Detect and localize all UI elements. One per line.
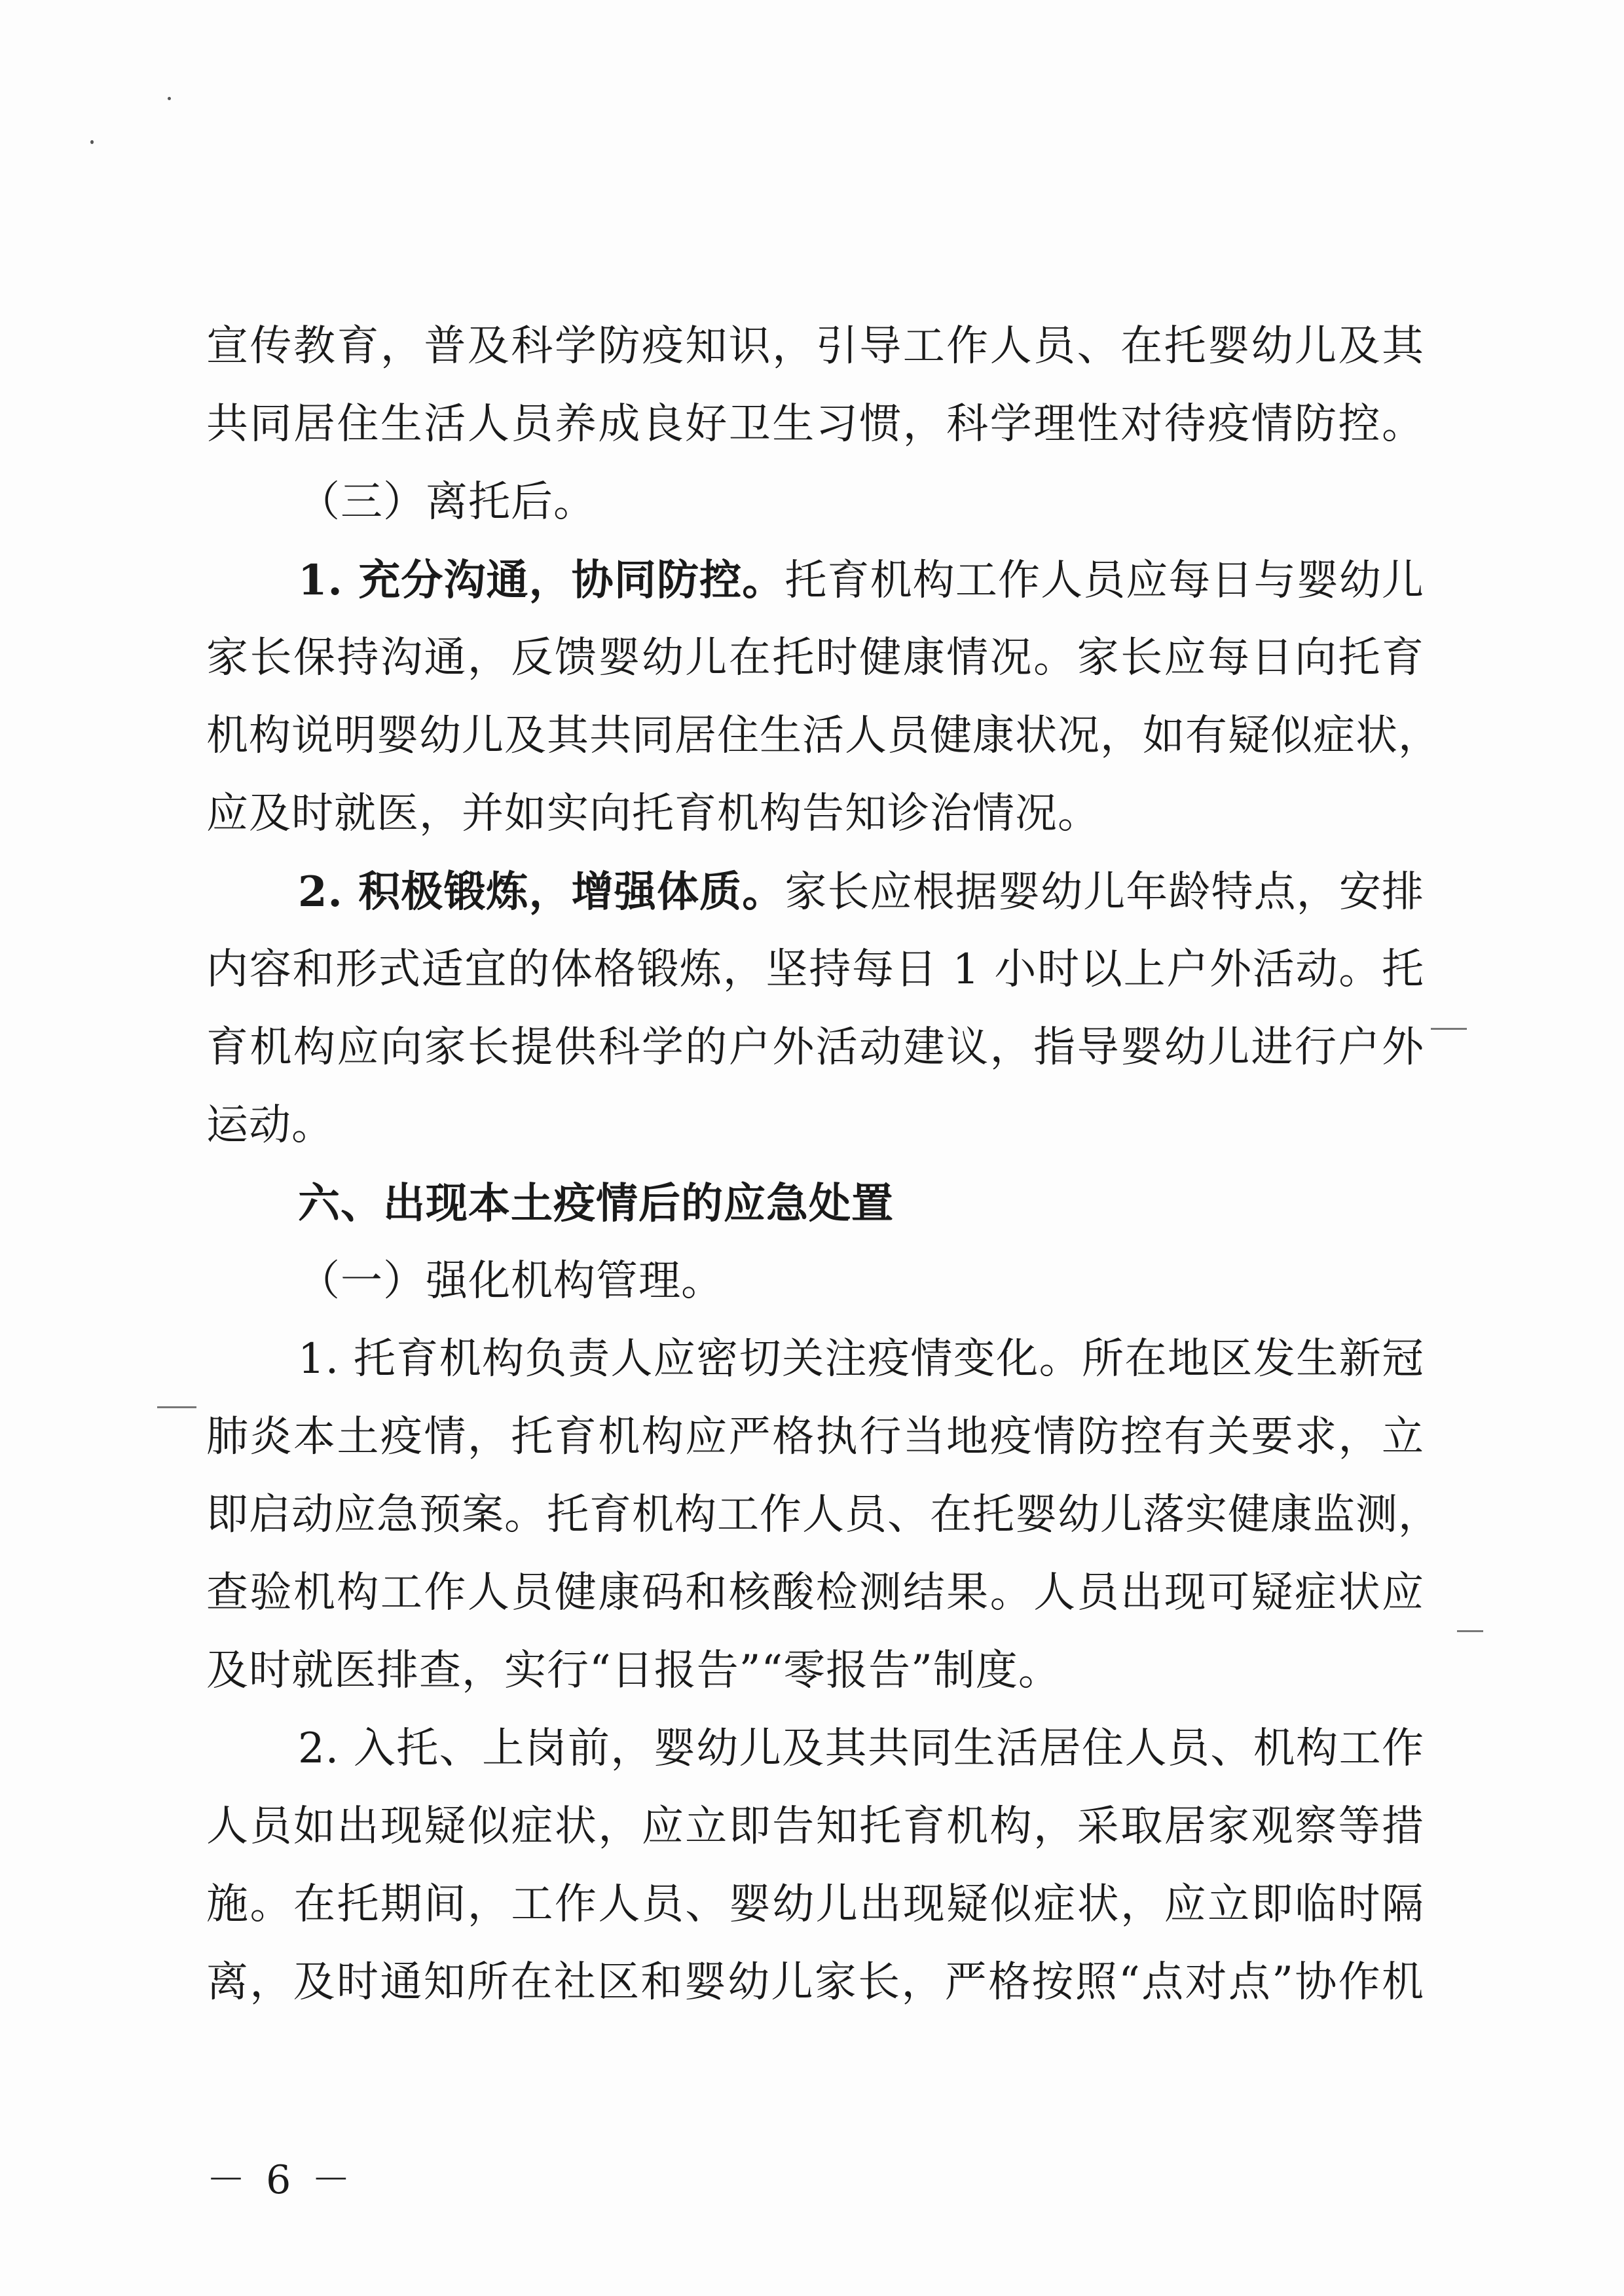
text-line: 查验机构工作人员健康码和核酸检测结果。人员出现可疑症状应 [206,1569,1424,1617]
text-line: 人员如出现疑似症状，应立即告知托育机构，采取居家观察等措 [206,1802,1424,1851]
section-heading: （三）离托后。 [298,478,596,526]
text-line: 应及时就医，并如实向托育机构告知诊治情况。 [206,790,1100,838]
text-line: 共同居住生活人员养成良好卫生习惯，科学理性对待疫情防控。 [206,400,1424,448]
scan-speck [168,97,171,100]
item-text: 家长应根据婴幼儿年龄特点，安排 [784,868,1425,917]
text-line: 肺炎本土疫情，托育机构应严格执行当地疫情防控有关要求，立 [206,1413,1424,1461]
item-heading: 2. 积极锻炼，增强体质。 [298,867,785,917]
section-heading: （一）强化机构管理。 [298,1257,724,1305]
scan-mark [157,1406,196,1408]
text-line: 机构说明婴幼儿及其共同居住生活人员健康状况，如有疑似症状， [206,712,1441,760]
page-number: － 6 － [206,2157,355,2203]
text-line: 家长保持沟通，反馈婴幼儿在托时健康情况。家长应每日向托育 [206,634,1424,682]
scan-mark [1457,1630,1483,1632]
text-line: 育机构应向家长提供科学的户外活动建议，指导婴幼儿进行户外 [206,1023,1424,1072]
text-line: 2. 入托、上岗前，婴幼儿及其共同生活居住人员、机构工作 [298,1724,1424,1773]
item-text: 托育机构工作人员应每日与婴幼儿 [784,556,1425,605]
scan-mark [1431,1028,1467,1030]
text-line [206,853,1424,931]
text-line: 施。在托期间，工作人员、婴幼儿出现疑似症状，应立即临时隔 [206,1880,1424,1929]
text-line: 宣传教育，普及科学防疫知识，引导工作人员、在托婴幼儿及其 [206,322,1424,371]
text-line: 内容和形式适宜的体格锻炼，坚持每日 1 小时以上户外活动。托 [206,945,1424,994]
text-line: 运动。 [206,1101,334,1150]
text-line: 及时就医排查，实行“日报告”“零报告”制度。 [206,1647,1061,1695]
text-line: 离，及时通知所在社区和婴幼儿家长，严格按照“点对点”协作机 [206,1958,1424,2007]
text-line: 即启动应急预案。托育机构工作人员、在托婴幼儿落实健康监测， [206,1491,1441,1539]
chapter-heading: 六、出现本土疫情后的应急处置 [298,1179,894,1228]
item-heading: 1. 充分沟通，协同防控。 [298,556,785,605]
text-line [206,541,1424,619]
body-text [206,308,1441,2022]
scan-speck [90,140,94,144]
text-line: 1. 托育机构负责人应密切关注疫情变化。所在地区发生新冠 [298,1335,1424,1383]
